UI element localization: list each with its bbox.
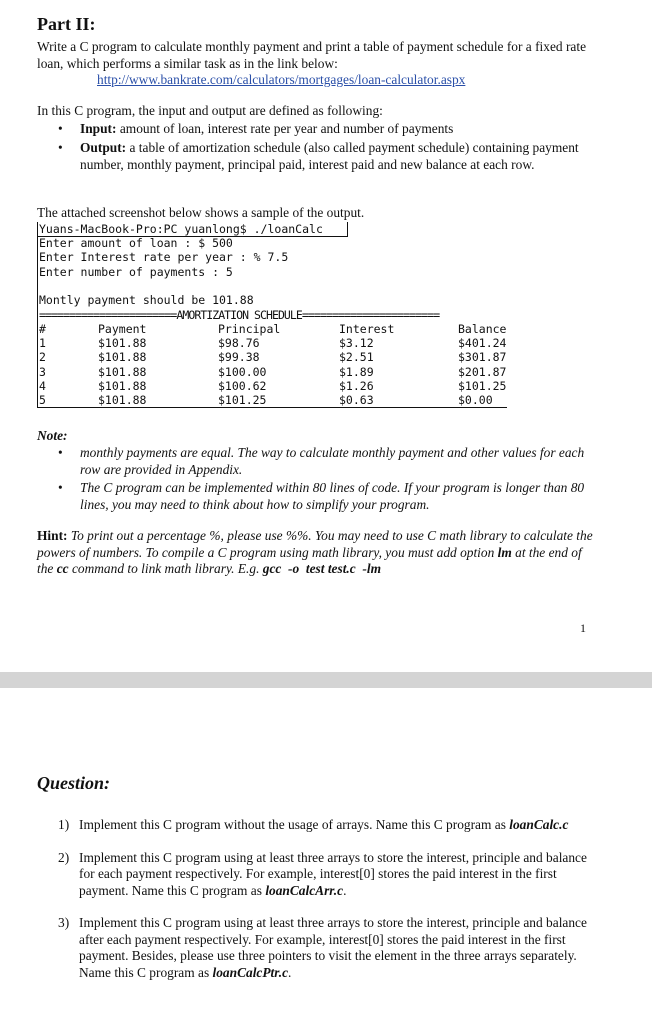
row-num: 5 <box>39 393 46 407</box>
note-item: • monthly payments are equal. The way to calculate monthly payment and other values for each row are provided in Appendix. <box>58 445 585 477</box>
question-text: Implement this C program without the usage of arrays. Name this C program as <box>79 817 510 832</box>
notes-list <box>58 445 598 515</box>
bullet-output <box>58 139 593 173</box>
io-intro: In this C program, the input and output are defined as following: <box>37 103 383 118</box>
note-item: • The C program can be implemented within 80 lines of code. If your program is longer than 80 lines, you may need to think about how to simplify your program. <box>58 480 585 512</box>
io-bullet-list <box>58 120 593 175</box>
row-balance: $201.87 <box>458 365 507 379</box>
question-item: 3) Implement this C program using at least three arrays to store the interest, principle and balance after each payment respectively. For example, interest[0] stores the paid interest in the first payment. Besides, please use three pointers to visit the element in the three arrays separately. Name this C program as loanCalcPtr.c. <box>58 915 587 980</box>
row-balance: $401.24 <box>458 336 507 350</box>
terminal-input-rate: Enter Interest rate per year : % 7.5 <box>39 250 289 264</box>
question-title: Question: <box>37 773 111 793</box>
hint-bold-command: gcc -o test test.c -lm <box>262 561 382 576</box>
row-interest: $3.12 <box>339 336 374 350</box>
row-principal: $98.76 <box>218 336 260 350</box>
row-principal: $101.25 <box>218 393 267 407</box>
terminal-input-amount: Enter amount of loan : $ 500 <box>39 236 233 250</box>
row-balance: $101.25 <box>458 379 507 393</box>
col-header-balance: Balance <box>458 322 507 336</box>
page-number: 1 <box>580 621 586 635</box>
screenshot-caption: The attached screenshot below shows a sample of the output. <box>37 205 365 220</box>
program-name: loanCalcPtr.c <box>212 964 289 980</box>
row-payment: $101.88 <box>98 336 147 350</box>
terminal-prompt: Yuans-MacBook-Pro:PC yuanlong$ ./loanCalc <box>39 222 323 236</box>
intro-paragraph: Write a C program to calculate monthly payment and print a table of payment schedule for a fixed rate loan, which performs a similar task as in the link below: <box>37 39 587 71</box>
terminal-input-payments: Enter number of payments : 5 <box>39 265 233 279</box>
col-header-interest: Interest <box>339 322 395 336</box>
output-text: a table of amortization schedule (also called payment schedule) containing payment number, monthly payment, principal paid, interest paid and new balance at each row. <box>80 140 579 172</box>
row-payment: $101.88 <box>98 350 147 364</box>
row-num: 3 <box>39 365 46 379</box>
bullet-input <box>58 120 593 137</box>
row-payment: $101.88 <box>98 379 147 393</box>
terminal-schedule-header: =======================AMORTIZATION SCHEDULE======================= <box>39 308 440 322</box>
bankrate-link[interactable]: http://www.bankrate.com/calculators/mortgages/loan-calculator.aspx <box>97 72 466 87</box>
terminal-bottom-border <box>37 407 507 408</box>
hint-paragraph <box>37 528 597 578</box>
question-text: Implement this C program using at least three arrays to store the interest, principle and balance after each payment respectively. For example, interest[0] stores the paid interest in the first payment. Besides, please use three pointers to visit the element in the three arrays separately. Name this C program as <box>79 915 587 980</box>
hint-bold-lm: lm <box>497 544 512 560</box>
question-number: 3) <box>58 915 70 930</box>
row-principal: $100.62 <box>218 379 267 393</box>
terminal-left-border <box>37 222 38 408</box>
bullet-icon: • <box>58 121 63 136</box>
row-balance: $0.00 <box>458 393 493 407</box>
hint-text-a: To print out a percentage %, please use %%. You may need to use C math library to calculate the powers of numbers. To compile a C program using math library, you must add option <box>37 528 593 560</box>
col-header-payment: Payment <box>98 322 147 336</box>
input-text: amount of loan, interest rate per year and number of payments <box>116 121 454 136</box>
program-name: loanCalcArr.c <box>265 882 344 898</box>
question-item <box>58 817 593 834</box>
row-payment: $101.88 <box>98 393 147 407</box>
question-number: 2) <box>58 849 70 865</box>
row-interest: $0.63 <box>339 393 374 407</box>
col-header-num: # <box>39 322 46 336</box>
input-label: Input: <box>80 121 117 136</box>
question-list <box>58 817 593 997</box>
row-num: 4 <box>39 379 46 393</box>
hint-text-c: command to link math library. E.g. <box>68 561 263 576</box>
row-payment: $101.88 <box>98 365 147 379</box>
row-principal: $100.00 <box>218 365 267 379</box>
row-balance: $301.87 <box>458 350 507 364</box>
note-heading: Note: <box>37 428 68 443</box>
row-num: 1 <box>39 336 46 350</box>
bullet-icon: • <box>58 140 63 155</box>
question-text: Implement this C program using at least three arrays to store the interest, principle and balance for each payment respectively. For example, interest[0] stores the paid interest in the first payment. Name this C program as <box>79 849 587 898</box>
hint-text-b: at the end of the <box>37 544 582 576</box>
bullet-icon: • <box>58 480 63 495</box>
terminal-monthly-payment: Montly payment should be 101.88 <box>39 293 254 307</box>
program-name: loanCalc.c <box>509 817 569 832</box>
question-item: 2) Implement this C program using at least three arrays to store the interest, principle and balance for each payment respectively. For example, interest[0] stores the paid interest in the first payment. Name this C program as loanCalcArr.c. <box>58 849 587 898</box>
row-num: 2 <box>39 350 46 364</box>
row-interest: $2.51 <box>339 350 374 364</box>
question-number: 1) <box>58 817 70 832</box>
terminal-screenshot <box>37 222 550 409</box>
hint-bold-cc: cc <box>56 561 69 576</box>
col-header-principal: Principal <box>218 322 281 336</box>
output-label: Output: <box>80 140 127 155</box>
row-interest: $1.89 <box>339 365 374 379</box>
row-interest: $1.26 <box>339 379 374 393</box>
row-principal: $99.38 <box>218 350 260 364</box>
part-title: Part II: <box>37 14 96 34</box>
page-separator <box>0 672 652 688</box>
bullet-icon: • <box>58 445 63 460</box>
hint-label: Hint: <box>37 528 68 543</box>
